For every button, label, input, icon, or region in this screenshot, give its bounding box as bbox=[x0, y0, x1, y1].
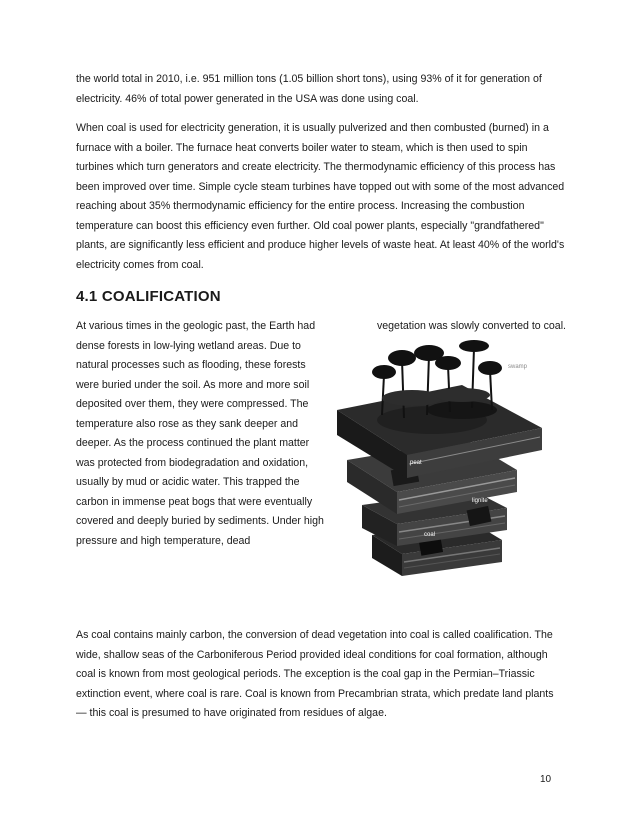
lignite-label: lignite bbox=[472, 498, 488, 504]
section-heading: 4.1 COALIFICATION bbox=[76, 288, 221, 305]
coalification-illustration bbox=[322, 340, 558, 576]
coal-label: coal bbox=[424, 532, 436, 538]
peat-label: peat bbox=[410, 460, 422, 466]
intro-paragraph-1: the world total in 2010, i.e. 951 million tons (1.05 billion short tons), using 93% of it for generation of electricity. 46% of total power generated in the USA was done using coal. bbox=[76, 73, 542, 105]
page-number: 10 bbox=[540, 774, 552, 785]
intro-paragraph-2: When coal is used for electricity generation, it is usually pulverized and then combusted (burned) in a furnace with a boiler. The furnace heat converts boiler water to steam, which is then used to spin turbines which turn generators and create electricity. The thermodynamic efficiency of this process has been improved over time. Simple cycle steam turbines have topped out with some of the most advanced reaching about 35% thermodynamic efficiency for the entire process. Increasing the combustion temperature can boost this efficiency even further. Old coal power plants, especially "grandfathered" plants, are significantly less efficient and produce higher levels of waste heat. At least 40% of the world's electricity comes from coal. bbox=[76, 122, 565, 271]
coalification-left-column: At various times in the geologic past, the Earth had dense forests in low-lying wetland areas. Due to natural processes such as flooding, these forests were buried under the soil. As more and more soil deposited over them, they were compressed. The temperature also rose as they sank deeper and deeper. As the process continued the plant matter was protected from biodegradation and oxidation, usually by mud or acidic water. This trapped the carbon in immense peat bogs that were eventually covered and deeply buried by sediments. Under high pressure and high temperature, dead bbox=[76, 320, 324, 547]
coalification-paragraph: As coal contains mainly carbon, the conversion of dead vegetation into coal is called coalification. The wide, shallow seas of the Carboniferous Period provided ideal conditions for coal formation, although coal is known from most geological periods. The exception is the coal gap in the Permian–Triassic extinction event, where coal is rare. Coal is known from Precambrian strata, which predate land plants — this coal is presumed to have originated from residues of algae. bbox=[76, 629, 554, 719]
swamp-label: swamp bbox=[508, 364, 528, 370]
coalification-right-column: vegetation was slowly converted to coal. bbox=[376, 320, 566, 332]
